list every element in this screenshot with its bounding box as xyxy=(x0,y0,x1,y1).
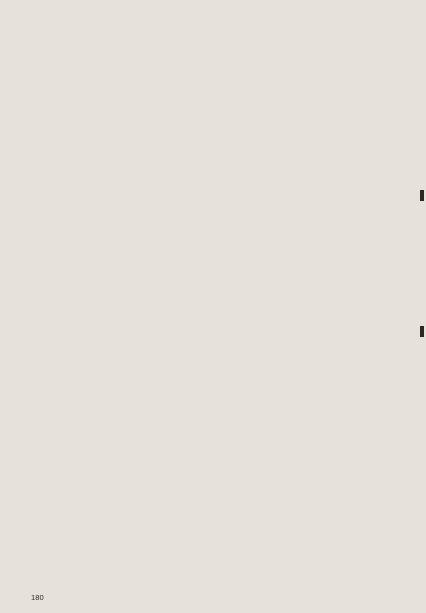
page-number: 180 xyxy=(31,593,44,602)
margin-mark xyxy=(420,190,424,201)
margin-mark xyxy=(420,326,424,337)
